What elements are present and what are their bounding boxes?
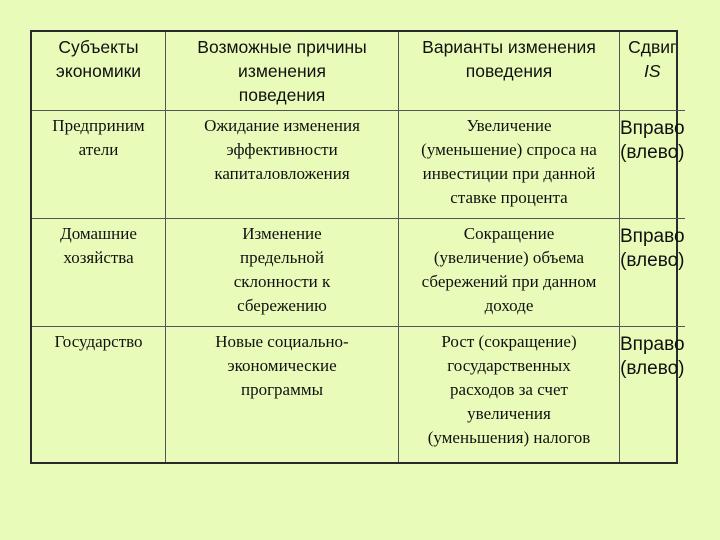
row3-cause — [166, 327, 399, 462]
header-causes-line: поведения — [238, 85, 326, 105]
row1-subject-line: Предприним — [52, 116, 145, 135]
row2-variant-line: доходе — [484, 296, 534, 315]
row1-cause — [166, 111, 399, 219]
row1-shift-line: (влево) — [620, 142, 685, 163]
header-variants-line: Варианты изменения — [422, 37, 596, 57]
row3-shift-line: Вправо — [620, 334, 685, 355]
row2-variant — [399, 219, 620, 327]
row3-subject-line: Государство — [54, 332, 143, 351]
row2-shift — [620, 219, 685, 327]
row3-cause-line: программы — [240, 380, 324, 399]
header-shift-is: IS — [644, 61, 661, 81]
header-subjects-line: Субъекты — [58, 37, 139, 57]
row1-variant — [399, 111, 620, 219]
header-shift — [620, 32, 685, 111]
row3-variant-line: (уменьшения) налогов — [427, 428, 591, 447]
row2-cause-line: предельной — [239, 248, 325, 267]
row3-cause-line: экономические — [227, 356, 337, 375]
row1-cause-line: капиталовложения — [214, 164, 350, 183]
header-variants — [399, 32, 620, 111]
row2-subject — [32, 219, 166, 327]
row1-variant-line: (уменьшение) спроса на — [421, 140, 597, 159]
economics-table — [30, 30, 685, 464]
header-causes-line: Возможные причины — [197, 37, 367, 57]
row3-variant-line: Рост (сокращение) — [441, 332, 577, 351]
header-causes-line: изменения — [238, 61, 326, 81]
row2-shift-line: (влево) — [620, 250, 685, 271]
header-subjects-line: экономики — [55, 61, 142, 81]
row1-variant-line: инвестиции при данной — [422, 164, 596, 183]
row1-shift — [620, 111, 685, 219]
row2-cause — [166, 219, 399, 327]
row2-cause-line: сбережению — [237, 296, 327, 315]
row3-shift — [620, 327, 685, 462]
row2-shift-line: Вправо — [620, 226, 685, 247]
header-variants-line: поведения — [465, 61, 553, 81]
row3-subject — [32, 327, 166, 462]
row1-variant-line: Увеличение — [466, 116, 552, 135]
row3-cause-line: Новые социально- — [215, 332, 349, 351]
row3-shift-line: (влево) — [620, 358, 685, 379]
header-subjects — [32, 32, 166, 111]
row1-subject-line: атели — [78, 140, 119, 159]
row2-variant-line: Сокращение — [463, 224, 555, 243]
row2-variant-line: сбережений при данном — [421, 272, 597, 291]
row2-subject-line: хозяйства — [63, 248, 134, 267]
row3-variant-line: расходов за счет — [450, 380, 568, 399]
row3-variant-line: увеличения — [467, 404, 551, 423]
row2-cause-line: Изменение — [242, 224, 322, 243]
row1-subject — [32, 111, 166, 219]
row1-variant-line: ставке процента — [450, 188, 568, 207]
row3-variant — [399, 327, 620, 462]
row1-cause-line: эффективности — [226, 140, 338, 159]
row2-variant-line: (увеличение) объема — [433, 248, 585, 267]
row2-cause-line: склонности к — [233, 272, 331, 291]
header-shift-line: Сдвиг — [628, 37, 677, 57]
row1-cause-line: Ожидание изменения — [204, 116, 360, 135]
row3-variant-line: государственных — [447, 356, 571, 375]
row1-shift-line: Вправо — [620, 118, 685, 139]
header-causes — [166, 32, 399, 111]
row2-subject-line: Домашние — [60, 224, 137, 243]
